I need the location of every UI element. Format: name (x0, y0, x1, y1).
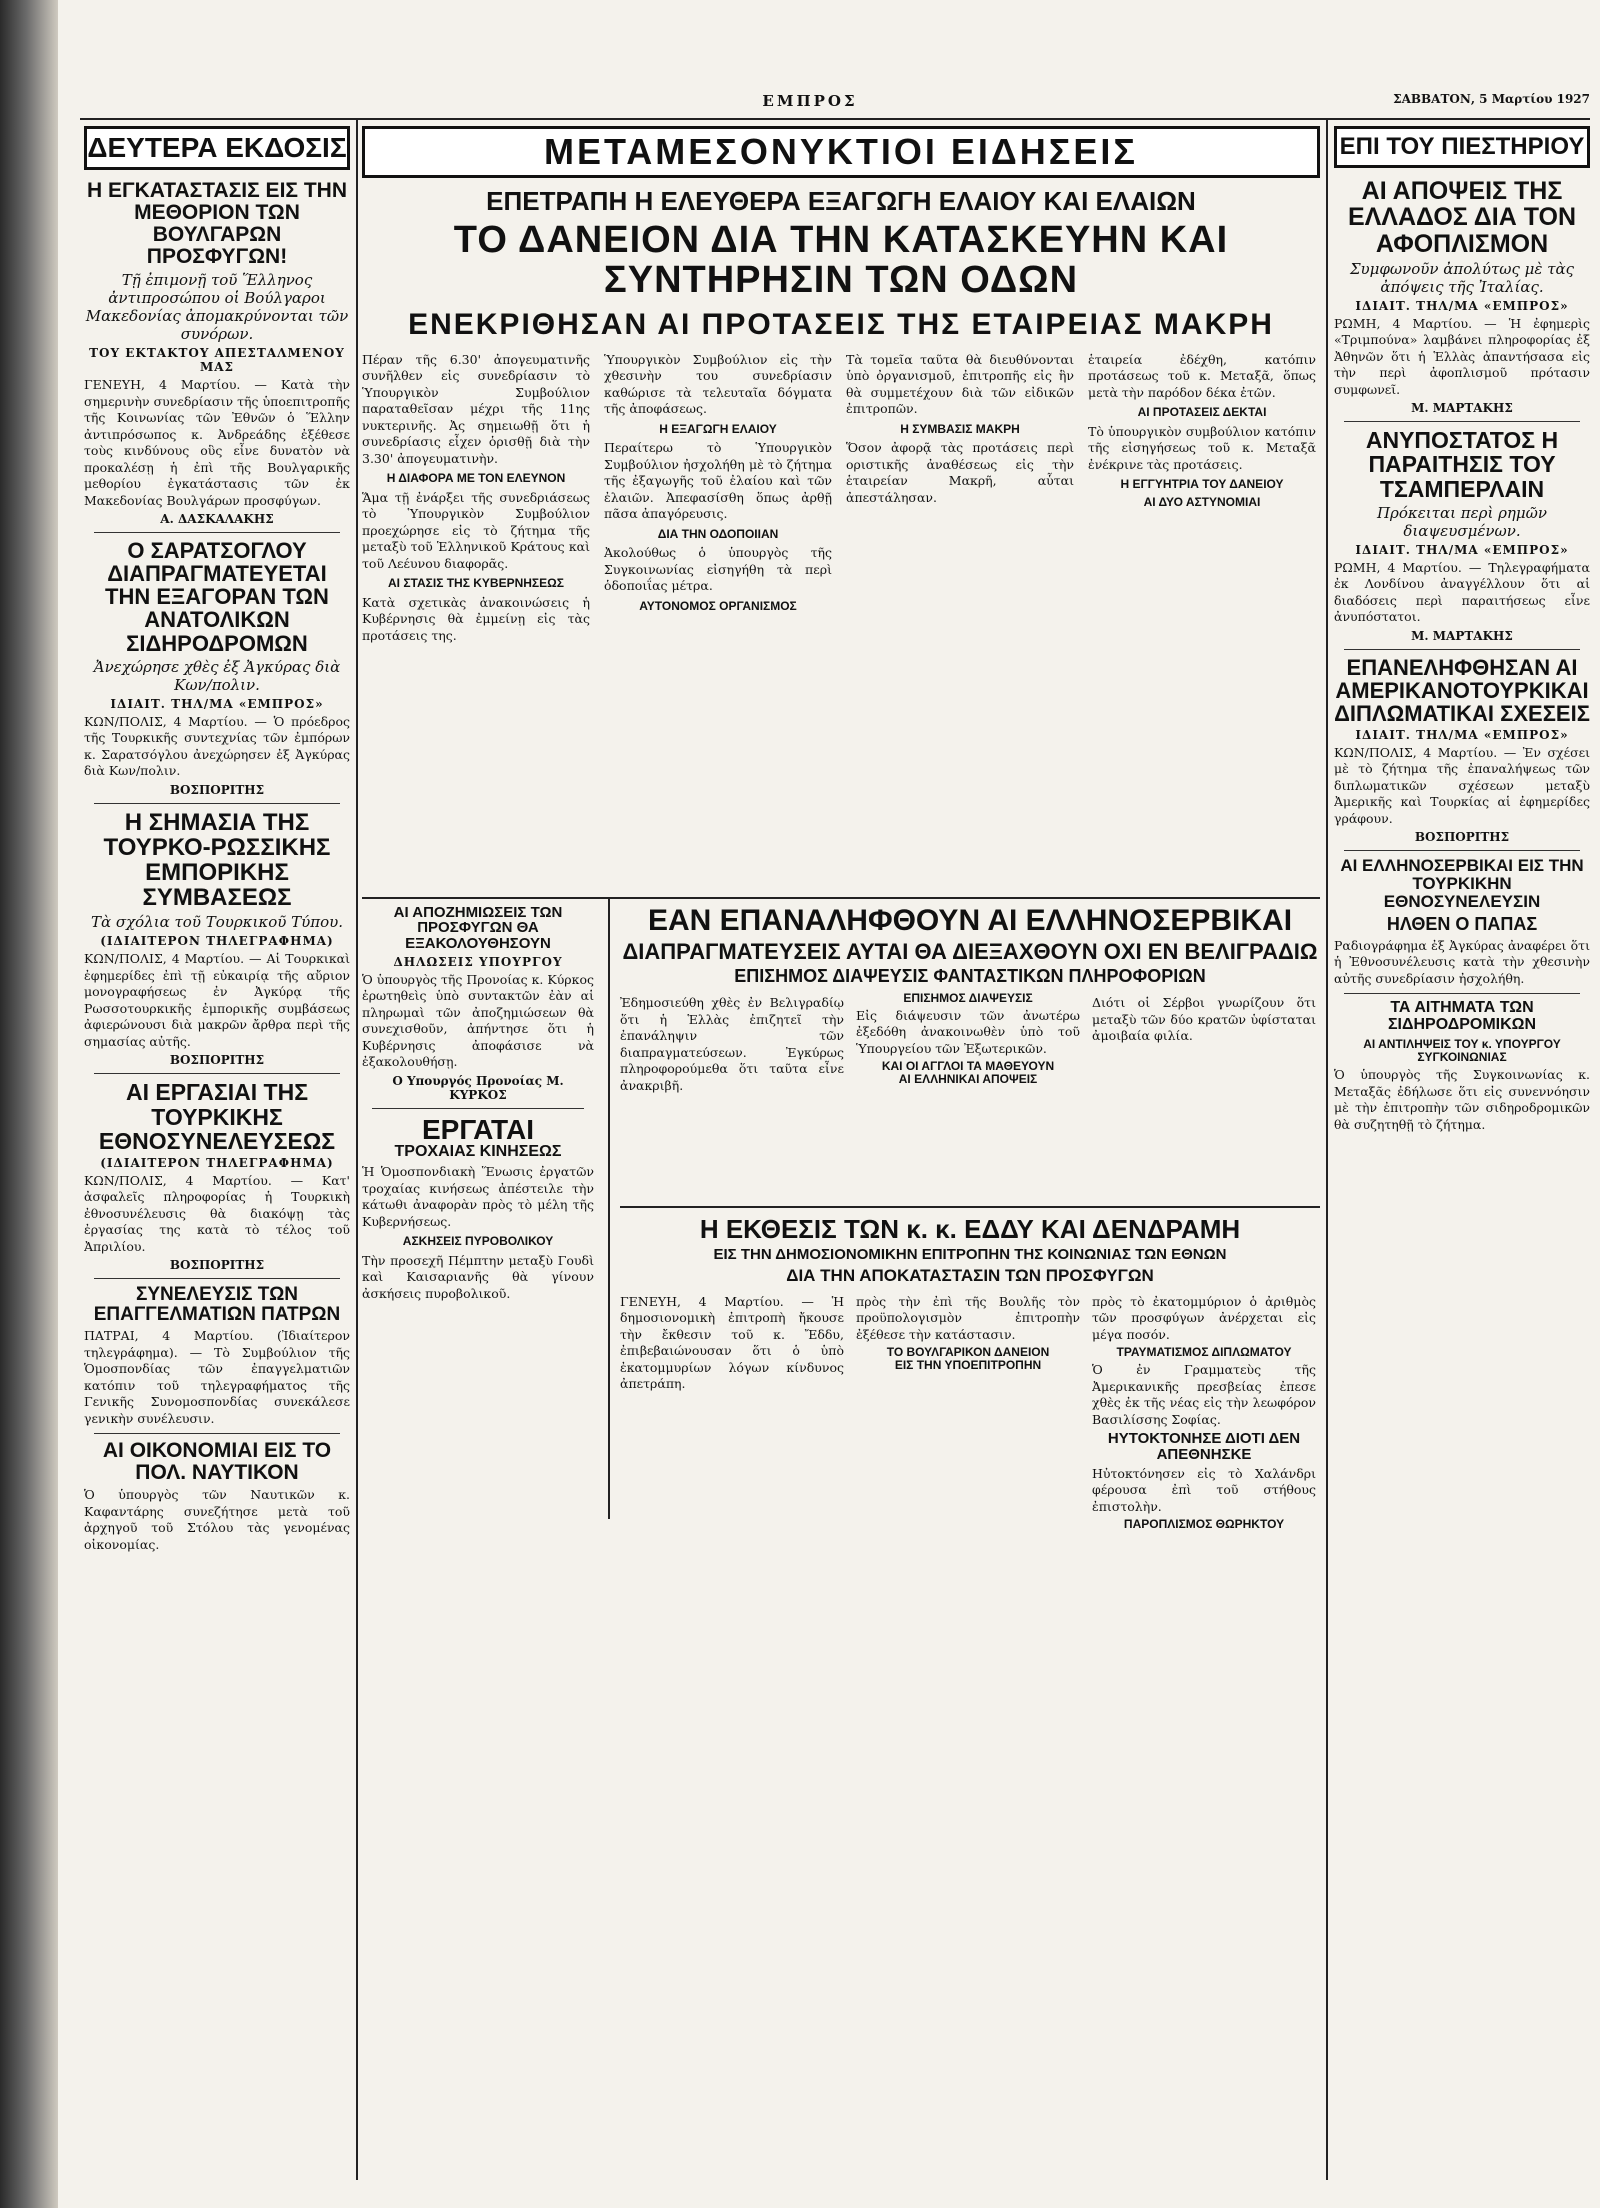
center-top-headline: ΤΟ ΔΑΝΕΙΟΝ ΔΙΑ ΤΗΝ ΚΑΤΑΣΚΕΥΗΝ ΚΑΙ ΣΥΝΤΗΡΗΣΙΝ ΤΩΝ ΟΔΩΝ (453, 219, 1229, 302)
section-heading: ΠΑΡΟΠΛΙΣΜΟΣ ΘΩΡΗΚΤΟΥ (1123, 1517, 1285, 1532)
body-text: πρὸς τὴν ἐπὶ τῆς Βουλῆς τὸν προϋπολογισμὸν ἐπιτροπὴν ἐξέθεσε τὴν κατάστασιν. (856, 1293, 1080, 1342)
right-column (1334, 126, 1590, 2176)
body-text: Διότι οἱ Σέρβοι γνωρίζουν ὅτι μεταξὺ τῶν δύο κρατῶν ὑφίσταται ἀμοιβαία φιλία. (1092, 995, 1316, 1044)
workers-title: ΕΡΓΑΤΑΙ (421, 1113, 535, 1145)
center-block (362, 126, 1320, 2176)
right-s4-title: ΑΙ ΕΛΛΗΝΟΣΕΡΒΙΚΑΙ ΕΙΣ ΤΗΝ ΤΟΥΡΚΙΚΗΝ ΕΘΝΟΣΥΝΕΛΕΥΣΙΝ (1340, 856, 1584, 912)
section-heading: ΕΠΙΣΗΜΟΣ ΔΙΑΨΕΥΣΙΣ (903, 991, 1033, 1006)
left-s2-subtitle: Ἀνεχώρησε χθὲς ἐξ Ἀγκύρας διὰ Κων/πολιν. (93, 657, 341, 694)
divider (94, 1433, 340, 1434)
body-text: Ἐδημοσιεύθη χθὲς ἐν Βελιγραδίῳ ὅτι ἡ Ἑλλὰς ἐπιζητεῖ τὴν ἐπανάληψιν τῶν διαπραγματεύσεων. Ἐγκύρως πληροφορούμεθα ὅτι ταῦτα εἶνε ἀνακριβῆ. (620, 995, 844, 1093)
report-columns (620, 1291, 1320, 1532)
left-s2-title: Ο ΣΑΡΑΤΣΟΓΛΟΥ ΔΙΑΠΡΑΓΜΑΤΕΥΕΤΑΙ ΤΗΝ ΕΞΑΓΟΡΑΝ ΤΩΝ ΑΝΑΤΟΛΙΚΩΝ ΣΙΔΗΡΟΔΡΟΜΩΝ (105, 538, 329, 656)
left-s1-subtitle: Τῇ ἐπιμονῇ τοῦ Ἕλληνος ἀντιπροσώπου οἱ Βούλγαροι Μακεδονίας ἀπομακρύνονται τῶν συνόρων. (85, 271, 349, 344)
artillery-heading: ΑΣΚΗΣΕΙΣ ΠΥΡΟΒΟΛΙΚΟΥ (402, 1234, 554, 1249)
center-middle (362, 899, 1320, 1532)
right-s3-credit: ΙΔΙΑΙΤ. ΤΗΛ/ΜΑ «ΕΜΠΡΟΣ» (1355, 727, 1569, 742)
section-heading: ΔΙΑ ΤΗΝ ΟΔΟΠΟΙΙΑΝ (657, 526, 779, 541)
left-s4-body: ΚΩΝ/ΠΟΛΙΣ, 4 Μαρτίου. — Κατ' ἀσφαλεῖς πληροφορίας ἡ Τουρκικὴ ἐθνοσυνέλευσις θὰ διακόψῃ τὰς ἐργασίας της κατὰ τὸ τέλος τοῦ Ἀπριλίου. (84, 1172, 350, 1254)
body-text: Ὅσον ἀφορᾷ τὰς προτάσεις περὶ οριστικῆς ἀναθέσεως εἰς τὴν ἑταιρείαν Μακρῆ, αὗται ἀπεστάλησαν. (846, 440, 1074, 505)
body-text: ΓΕΝΕΥΗ, 4 Μαρτίου. — Ἡ δημοσιονομικὴ ἐπιτροπὴ ἤκουσε τὴν ἔκθεσιν τοῦ κ. Ἔδδυ, ἐπιβεβαιώνουσαν ὅτι ὁ ὑπὸ ἐκατομμυρίων λόγων κίνδυνος ἀπετράπη. (620, 1293, 844, 1392)
body-text: Τὸ ὑπουργικὸν συμβούλιον κατόπιν τῆς εἰσηγήσεως τοῦ κ. Μεταξᾶ ἐνέκρινε τὰς προτάσεις. (1088, 423, 1316, 472)
body-text: Ηὐτοκτόνησεν εἰς τὸ Χαλάνδρι φέρουσα ἐπὶ τοῦ στήθους ἐπιστολὴν. (1092, 1465, 1316, 1514)
right-s5-subtitle: ΑΙ ΑΝΤΙΛΗΨΕΙΣ ΤΟΥ κ. ΥΠΟΥΡΓΟΥ ΣΥΓΚΟΙΝΩΝΙΑΣ (1363, 1036, 1561, 1064)
divider (372, 1108, 584, 1109)
divider (1344, 649, 1580, 650)
body-text: πρὸς τὸ ἐκατομμύριον ὁ ἀριθμὸς τῶν προσφύγων ἀνέρχεται εἰς μέγα ποσόν. (1092, 1293, 1316, 1342)
page-edge-shadow (0, 0, 58, 2208)
section-heading: Η ΣΥΜΒΑΣΙΣ ΜΑΚΡΗ (900, 421, 1020, 436)
section-heading: ΚΑΙ ΟΙ ΑΓΓΛΟΙ ΤΑ ΜΑΘΕΥΟΥΝ (881, 1059, 1055, 1074)
body-text: Εἰς διάψευσιν τῶν ἀνωτέρω ἐξεδόθη ἀνακοινωθὲν ὑπὸ τοῦ Ὑπουργείου τῶν Ἐξωτερικῶν. (856, 1007, 1080, 1056)
left-s1-title: Η ΕΓΚΑΤΑΣΤΑΣΙΣ ΕΙΣ ΤΗΝ ΜΕΘΟΡΙΟΝ ΤΩΝ ΒΟΥΛΓΑΡΩΝ ΠΡΟΣΦΥΓΩΝ! (87, 179, 347, 269)
serbian-deck: ΔΙΑΠΡΑΓΜΑΤΕΥΣΕΙΣ ΑΥΤΑΙ ΘΑ ΔΙΕΞΑΧΘΟΥΝ ΟΧΙ ΕΝ ΒΕΛΙΓΡΑΔΙΩ (622, 939, 1318, 965)
right-s2-subtitle: Πρόκειται περὶ ρημῶν διαψευσμένων. (1376, 503, 1548, 540)
divider (1344, 993, 1580, 994)
right-s1-credit: ΙΔΙΑΙΤ. ΤΗΛ/ΜΑ «ΕΜΠΡΟΣ» (1355, 298, 1569, 313)
left-s4-title: ΑΙ ΕΡΓΑΣΙΑΙ ΤΗΣ ΤΟΥΡΚΙΚΗΣ ΕΘΝΟΣΥΝΕΛΕΥΣΕΩΣ (98, 1079, 336, 1154)
center-top-deck: ΕΝΕΚΡΙΘΗΣΑΝ ΑΙ ΠΡΟΤΑΣΕΙΣ ΤΗΣ ΕΤΑΙΡΕΙΑΣ ΜΑΚΡΗ (408, 308, 1274, 342)
left-s5-body: ΠΑΤΡΑΙ, 4 Μαρτίου. (Ἰδιαίτερον τηλεγράφημα). — Τὸ Συμβούλιον τῆς Ὁμοσπονδίας τῶν ἐπαγγελματιῶν κατόπιν τοῦ τηλεγραφήματος τῆς Γενικῆς Συνομοσπονδίας συνεκάλεσε γενικὴν συνέλευσιν. (84, 1328, 350, 1426)
divider (94, 532, 340, 533)
left-s3-signature: ΒΟΣΠΟΡΙΤΗΣ (169, 1053, 265, 1068)
body-text: ἑταιρεία ἐδέχθη, κατόπιν προτάσεως τοῦ κ. Μεταξᾶ, ὅπως μετὰ τὴν παρόδον δέκα ἐτῶν. (1088, 351, 1316, 400)
serbian-columns (620, 992, 1320, 1192)
section-heading: Η ΕΞΑΓΩΓΗ ΕΛΑΙΟΥ (659, 421, 777, 436)
left-column (84, 126, 350, 2176)
center-top-columns (362, 349, 1320, 897)
right-s1-signature: Μ. ΜΑΡΤΑΚΗΣ (1411, 401, 1513, 416)
body-text: Κατὰ σχετικὰς ἀνακοινώσεις ἡ Κυβέρνησις θὰ ἐμμείνῃ εἰς τὰς προτάσεις της. (362, 594, 590, 643)
report-subtitle: ΕΙΣ ΤΗΝ ΔΗΜΟΣΙΟΝΟΜΙΚΗΝ ΕΠΙΤΡΟΠΗΝ ΤΗΣ ΚΟΙΝΩΝΙΑΣ ΤΩΝ ΕΘΝΩΝ (713, 1246, 1227, 1264)
section-heading: ΕΙΣ ΤΗΝ ΥΠΟΕΠΙΤΡΟΠΗΝ (894, 1358, 1042, 1373)
right-s1-title: ΑΙ ΑΠΟΨΕΙΣ ΤΗΣ ΕΛΛΑΔΟΣ ΔΙΑ ΤΟΝ ΑΦΟΠΛΙΣΜΟΝ (1347, 177, 1577, 258)
section-heading: ΑΙ ΔΥΟ ΑΣΤΥΝΟΜΙΑΙ (1143, 494, 1261, 509)
right-s5-title: ΤΑ ΑΙΤΗΜΑΤΑ ΤΩΝ ΣΙΔΗΡΟΔΡΟΜΙΚΩΝ (1387, 999, 1537, 1034)
refugees-body: Ὁ ὑπουργὸς τῆς Προνοίας κ. Κύρκος ἐρωτηθεὶς ὑπὸ συντακτῶν ἐὰν αἱ πληρωμαὶ τῶν ἀποζημιώσεων θὰ συνεχισθοῦν, ἀπήντησε ὅτι ἡ Κυβέρνησις ἀποφάσισε νὰ ἐξακολουθήσῃ. (362, 971, 594, 1070)
divider (94, 1073, 340, 1074)
section-heading: Η ΔΙΑΦΟΡΑ ΜΕ ΤΟΝ ΕΛΕΥΝΟΝ (386, 471, 566, 486)
section-heading: ΤΡΑΥΜΑΤΙΣΜΟΣ ΔΙΠΛΩΜΑΤΟΥ (1116, 1345, 1292, 1360)
refugees-article (362, 905, 594, 1306)
left-s1-credit: ΤΟΥ ΕΚΤΑΚΤΟΥ ΑΠΕΣΤΑΛΜΕΝΟΥ ΜΑΣ (89, 346, 345, 375)
artillery-body: Τὴν προσεχῆ Πέμπτην μεταξὺ Γουδὶ καὶ Καισαριανῆς θὰ γίνουν ἀσκήσεις πυροβολικοῦ. (362, 1252, 594, 1301)
right-s2-title: ΑΝΥΠΟΣΤΑΤΟΣ Η ΠΑΡΑΙΤΗΣΙΣ ΤΟΥ ΤΣΑΜΠΕΡΛΑΙΝ (1365, 427, 1559, 502)
center-top-kicker: ΕΠΕΤΡΑΠΗ Η ΕΛΕΥΘΕΡΑ ΕΞΑΓΩΓΗ ΕΛΑΙΟΥ ΚΑΙ ΕΛΑΙΩΝ (486, 186, 1196, 216)
masthead-rule (80, 118, 1590, 120)
left-s3-body: ΚΩΝ/ΠΟΛΙΣ, 4 Μαρτίου. — Αἱ Τουρκικαὶ ἐφημερίδες ἐπὶ τῇ εὐκαιρίᾳ τῆς αὔριον μονογραφήσεως ἐν Ἀγκύρᾳ τῆς Ρωσσοτουρκικῆς ἐμπορικῆς συμβάσεως ἀφιερώνουσι διὰ μακρῶν ἄρθρα περὶ τῆς σημασίας αὐτῆς. (84, 951, 350, 1049)
center-top-col-4 (1088, 349, 1316, 514)
right-s3-title: ΕΠΑΝΕΛΗΦΘΗΣΑΝ ΑΙ ΑΜΕΡΙΚΑΝΟΤΟΥΡΚΙΚΑΙ ΔΙΠΛΩΜΑΤΙΚΑΙ ΣΧΕΣΕΙΣ (1334, 654, 1590, 726)
report-col-3 (1092, 1291, 1316, 1531)
on-press-box: ΕΠΙ ΤΟΥ ΠΙΕΣΤΗΡΙΟΥ (1334, 126, 1590, 168)
divider (94, 1278, 340, 1279)
left-s5-title: ΣΥΝΕΛΕΥΣΙΣ ΤΩΝ ΕΠΑΓΓΕΛΜΑΤΙΩΝ ΠΑΤΡΩΝ (93, 1284, 341, 1326)
left-s4-credit: (ΙΔΙΑΙΤΕΡΟΝ ΤΗΛΕΓΡΑΦΗΜΑ) (100, 1155, 334, 1170)
section-heading: Η ΕΓΓΥΗΤΡΙΑ ΤΟΥ ΔΑΝΕΙΟΥ (1120, 477, 1284, 492)
left-s2-body: ΚΩΝ/ΠΟΛΙΣ, 4 Μαρτίου. — Ὁ πρόεδρος τῆς Τουρκικῆς συντεχνίας τῶν ἐμπόρων κ. Σαρατσόγλου ἀνεχώρησεν ἐξ Ἀγκύρας διὰ Κων/πολιν. (84, 713, 350, 779)
column-rule-left (356, 120, 358, 2180)
center-top-col-2 (604, 349, 832, 618)
refugees-signature: Ο Υπουργός Προνοίας Μ. ΚΥΡΚΟΣ (392, 1073, 564, 1102)
left-s6-title: ΑΙ ΟΙΚΟΝΟΜΙΑΙ ΕΙΣ ΤΟ ΠΟΛ. ΝΑΥΤΙΚΟΝ (102, 1439, 332, 1485)
body-text: Ἅμα τῇ ἐνάρξει τῆς συνεδριάσεως τὸ Ὑπουργικὸν Συμβούλιον προεχώρησε εἰς τὸ ζήτημα τῆς μεταξὺ τοῦ Ἑλληνικοῦ Κράτους καὶ τοῦ Λεέυνου διαφορᾶς. (362, 489, 590, 571)
workers-subtitle: ΤΡΟΧΑΙΑΣ ΚΙΝΗΣΕΩΣ (394, 1143, 562, 1161)
serbian-col-2 (856, 992, 1080, 1085)
left-s4-signature: ΒΟΣΠΟΡΙΤΗΣ (169, 1258, 265, 1273)
refugees-subtitle: ΔΗΛΩΣΕΙΣ ΥΠΟΥΡΓΟΥ (393, 954, 563, 969)
body-text: Περαίτερω τὸ Ὑπουργικὸν Συμβούλιον ἠσχολήθη μὲ τὸ ζήτημα τῆς ἐξαγωγῆς τοῦ ἐλαίου καὶ τῶν ἐλαιῶν. Ἀπεφασίσθη ὅπως ἀρθῇ πᾶσα ἀπαγόρευσις. (604, 440, 832, 522)
body-text: Πέραν τῆς 6.30' ἀπογευματινῆς συνῆλθεν εἰς συνεδρίασιν τὸ Ὑπουργικὸν Συμβούλιον παραταθεῖσαν μέχρι τῆς 11ης νυκτερινῆς. Ἀς σημειωθῇ ὅτι ἡ συνεδρίασις εἶχεν ὁρισθῇ διὰ τὴν 3.30' ἀπογευματινὴν. (362, 351, 590, 466)
body-text: Ἀκολούθως ὁ ὑπουργὸς τῆς Συγκοινωνίας εἰσηγήθη τὰ περὶ ὁδοποιΐας μέτρα. (604, 545, 832, 594)
report-subtitle-2: ΔΙΑ ΤΗΝ ΑΠΟΚΑΤΑΣΤΑΣΙΝ ΤΩΝ ΠΡΟΣΦΥΓΩΝ (786, 1266, 1154, 1286)
section-heading: ΤΟ ΒΟΥΛΓΑΡΙΚΟΝ ΔΑΝΕΙΟΝ (886, 1345, 1050, 1360)
divider (94, 803, 340, 804)
center-top-col-3 (846, 349, 1074, 510)
right-s2-credit: ΙΔΙΑΙΤ. ΤΗΛ/ΜΑ «ΕΜΠΡΟΣ» (1355, 542, 1569, 557)
serbian-article (620, 903, 1320, 1532)
center-divider (620, 1206, 1320, 1208)
report-title: Η ΕΚΘΕΣΙΣ ΤΩΝ κ. κ. ΕΔΔΥ ΚΑΙ ΔΕΝΔΡΑΜΗ (699, 1214, 1241, 1245)
right-s4-subtitle: ΗΛΘΕΝ Ο ΠΑΠΑΣ (1386, 913, 1538, 934)
left-s6-body: Ὁ ὑπουργὸς τῶν Ναυτικῶν κ. Καφαντάρης συνεζήτησε μετὰ τοῦ ἀρχηγοῦ τοῦ Στόλου τὰς γενομένας οἰκονομίας. (84, 1487, 350, 1552)
refugees-title: ΑΙ ΑΠΟΖΗΜΙΩΣΕΙΣ ΤΩΝ ΠΡΟΣΦΥΓΩΝ ΘΑ ΕΞΑΚΟΛΟΥΘΗΣΟΥΝ (393, 903, 563, 953)
divider (1344, 421, 1580, 422)
workers-body: Ἡ Ὁμοσπονδιακὴ Ἕνωσις ἐργατῶν τροχαίας κινήσεως ἀπέστειλε τὴν κάτωθι ἀναφορὰν πρὸς τὸ μέλη τῆς Κυβερνήσεως. (362, 1164, 594, 1229)
left-s3-title: Η ΣΗΜΑΣΙΑ ΤΗΣ ΤΟΥΡΚΟ-ΡΩΣΣΙΚΗΣ ΕΜΠΟΡΙΚΗΣ ΣΥΜΒΑΣΕΩΣ (103, 808, 331, 912)
right-s1-body: ΡΩΜΗ, 4 Μαρτίου. — Ἡ ἐφημερὶς «Τριμπούνα» λαμβάνει πληροφορίας ἐξ Ἀθηνῶν ὅτι ἡ Ἑλλὰς ἀπαντήσασα εἰς τὴν περὶ ἀφοπλισμοῦ πρότασιν συμφωνεῖ. (1334, 315, 1590, 397)
masthead-paper: ΕΜΠΡΟΣ (762, 92, 858, 110)
divider (1344, 850, 1580, 851)
serbian-deck-2: ΕΠΙΣΗΜΟΣ ΔΙΑΨΕΥΣΙΣ ΦΑΝΤΑΣΤΙΚΩΝ ΠΛΗΡΟΦΟΡΙΩΝ (734, 966, 1206, 987)
masthead-date: ΣΑΒΒΑΤΟΝ, 5 Μαρτίου 1927 (1393, 92, 1590, 106)
right-s3-signature: ΒΟΣΠΟΡΙΤΗΣ (1414, 830, 1510, 845)
right-s1-subtitle: Συμφωνοῦν ἀπολύτως μὲ τὰς ἀπόψεις τῆς Ἰταλίας. (1349, 259, 1575, 296)
right-s2-body: ΡΩΜΗ, 4 Μαρτίου. — Τηλεγραφήματα ἐκ Λονδίνου ἀναγγέλλουν ὅτι αἱ διαδόσεις περὶ παραιτήσεως εἶνε ἀνυπόστατοι. (1334, 559, 1590, 625)
right-s2-signature: Μ. ΜΑΡΤΑΚΗΣ (1411, 628, 1513, 643)
left-s1-signature: Α. ΔΑΣΚΑΛΑΚΗΣ (160, 512, 274, 527)
right-s4-body: Ραδιογράφημα ἐξ Ἀγκύρας ἀναφέρει ὅτι ἡ Ἐθνοσυνέλευσις κατὰ τὴν χθεσινὴν αὐτῆς συνεδρίασιν ἠσχολήθη. (1334, 937, 1590, 986)
body-text: Τὰ τομεῖα ταῦτα θὰ διευθύνονται ὑπὸ ὀργανισμοῦ, ἐπιτροπῆς εἰς ἣν θὰ συμμετέχουν διὰ τῶν εἰδικῶν ἐπιτροπῶν. (846, 351, 1074, 417)
right-s5-body: Ὁ ὑπουργὸς τῆς Συγκοινωνίας κ. Μεταξᾶς ἐδήλωσε ὅτι εἰς συνεννόησιν μὲ τὴν ἐπιτροπὴν τῶν σιδηροδρομικῶν θὰ συζητηθῇ τὸ ζήτημα. (1334, 1067, 1590, 1132)
midnight-news-banner: ΜΕΤΑΜΕΣΟΝΥΚΤΙΟΙ ΕΙΔΗΣΕΙΣ (362, 126, 1320, 178)
left-s1-body: ΓΕΝΕΥΗ, 4 Μαρτίου. — Κατὰ τὴν σημερινὴν συνεδρίασιν τῆς ὑποεπιτροπῆς τῆς Κοινωνίας τῶν Ἐθνῶν ὁ Ἕλλην ἀντιπρόσωπος κ. Ἀνδρεάδης ἐξέθεσε τοὺς κινδύνους οὓς εἶνε δυνατὸν νὰ προκαλέσῃ ἡ ἐπὶ τῆς Βουλγαρικῆς μεθορίου ἐγκατάστασις τῶν ἐκ Μακεδονίας Βουλγάρων προσφύγων. (84, 377, 350, 508)
left-s2-signature: ΒΟΣΠΟΡΙΤΗΣ (169, 782, 265, 797)
serbian-headline: ΕΑΝ ΕΠΑΝΑΛΗΦΘΟΥΝ ΑΙ ΕΛΛΗΝΟΣΕΡΒΙΚΑΙ (647, 903, 1293, 937)
section-heading: ΑΙ ΠΡΟΤΑΣΕΙΣ ΔΕΚΤΑΙ (1137, 405, 1267, 420)
body-text: Ὁ ἐν Γραμματεὺς τῆς Ἀμερικανικῆς πρεσβείας ἐπεσε χθὲς ἐκ τῆς νέας εἰς τὴν λεωφόρον Βασιλίσσης Σοφίας. (1092, 1362, 1316, 1427)
center-inner-rule (608, 899, 610, 1519)
left-s3-subtitle: Τὰ σχόλια τοῦ Τουρκικοῦ Τύπου. (90, 913, 344, 932)
section-heading: ΑΙ ΕΛΛΗΝΙΚΑΙ ΑΠΟΨΕΙΣ (898, 1071, 1038, 1086)
body-text: Ὑπουργικὸν Συμβούλιον εἰς τὴν χθεσινὴν του συνεδρίασιν καθώρισε τὰ τελευταῖα δόγματα τῆς ἀποφάσεως. (604, 351, 832, 417)
report-col-2 (856, 1291, 1080, 1372)
section-heading: ΑΙ ΣΤΑΣΙΣ ΤΗΣ ΚΥΒΕΡΝΗΣΕΩΣ (388, 576, 564, 591)
left-s3-credit: (ΙΔΙΑΙΤΕΡΟΝ ΤΗΛΕΓΡΑΦΗΜΑ) (100, 934, 334, 949)
center-top-col-1 (362, 349, 590, 648)
second-edition-box: ΔΕΥΤΕΡΑ ΕΚΔΟΣΙΣ (84, 126, 350, 170)
column-rule-right (1326, 120, 1328, 2180)
left-s2-credit: ΙΔΙΑΙΤ. ΤΗΛ/ΜΑ «ΕΜΠΡΟΣ» (110, 696, 324, 711)
right-s3-body: ΚΩΝ/ΠΟΛΙΣ, 4 Μαρτίου. — Ἐν σχέσει μὲ τὸ ζήτημα τῆς ἐπαναλήψεως τῶν διπλωματικῶν σχέσεων μεταξὺ Ἀμερικῆς καὶ Τουρκίας αἱ ἐφημερίδες γράφουν. (1334, 744, 1590, 826)
section-heading: ΑΥΤΟΝΟΜΟΣ ΟΡΓΑΝΙΣΜΟΣ (639, 598, 797, 613)
section-heading: ΗΥΤΟΚΤΟΝΗΣΕ ΔΙΟΤΙ ΔΕΝ ΑΠΕΘΝΗΣΚΕ (1107, 1430, 1301, 1463)
